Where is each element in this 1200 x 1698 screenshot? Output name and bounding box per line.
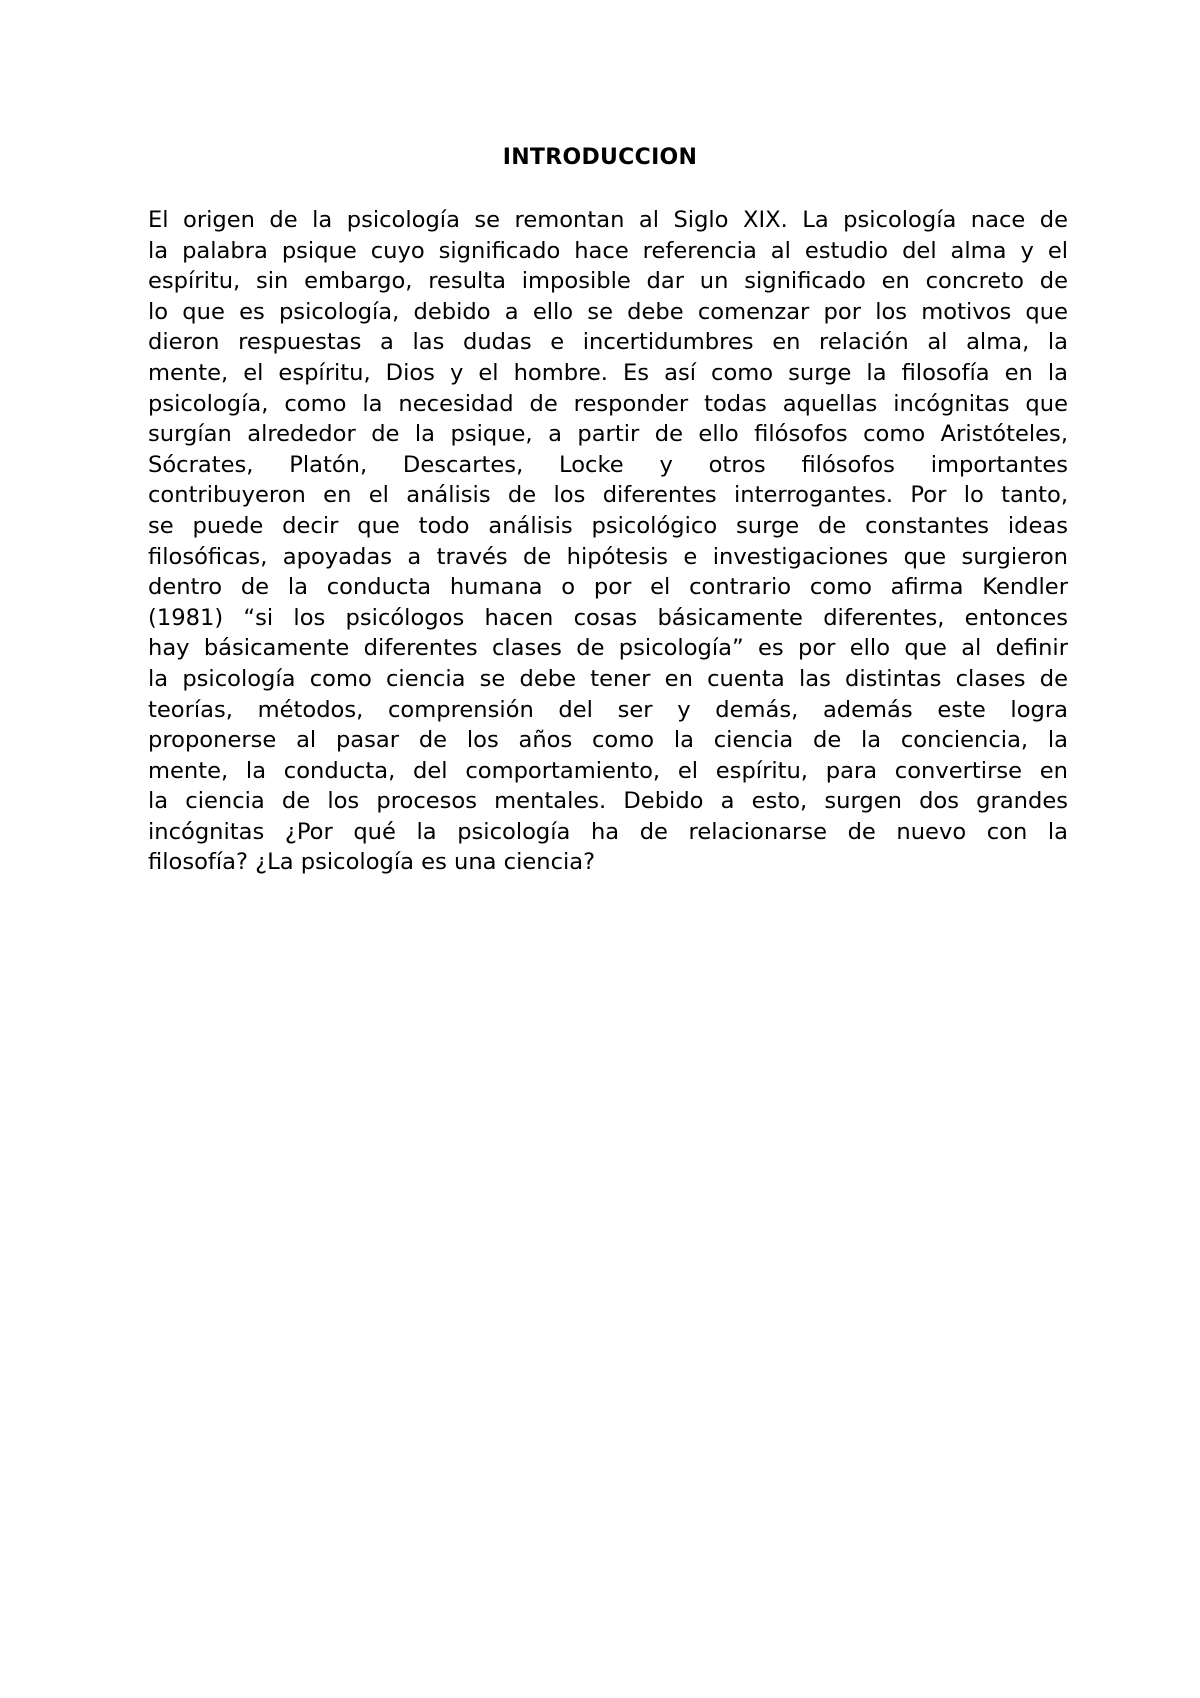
paragraph-line: dentro de la conducta humana o por el contrario como afirma Kendler [148,574,1068,601]
paragraph-line: la psicología como ciencia se debe tener en cuenta las distintas clases de [148,665,1068,692]
paragraph-line: contribuyeron en el análisis de los diferentes interrogantes. Por lo tanto, [148,482,1068,509]
document-title: INTRODUCCION [502,145,698,170]
paragraph-line: la ciencia de los procesos mentales. Debido a esto, surgen dos grandes [148,788,1068,815]
paragraph-line: psicología, como la necesidad de responder todas aquellas incógnitas que [148,390,1068,417]
paragraph-line: Sócrates, Platón, Descartes, Locke y otros filósofos importantes [148,451,1068,478]
paragraph-line: filosóficas, apoyadas a través de hipótesis e investigaciones que surgieron [148,543,1068,570]
paragraph-line: filosofía? ¿La psicología es una ciencia? [148,849,596,876]
paragraph-line: proponerse al pasar de los años como la ciencia de la conciencia, la [148,727,1068,754]
paragraph-line: la palabra psique cuyo significado hace referencia al estudio del alma y el [148,237,1068,264]
paragraph-line: espíritu, sin embargo, resulta imposible dar un significado en concreto de [148,268,1068,295]
body-paragraph [148,205,1068,878]
paragraph-line: se puede decir que todo análisis psicológico surge de constantes ideas [148,512,1068,539]
paragraph-line: lo que es psicología, debido a ello se debe comenzar por los motivos que [148,298,1068,325]
paragraph-line: (1981) “si los psicólogos hacen cosas básicamente diferentes, entonces [148,604,1068,631]
paragraph-line: surgían alrededor de la psique, a partir de ello filósofos como Aristóteles, [148,421,1068,448]
paragraph-line: teorías, métodos, comprensión del ser y demás, además este logra [148,696,1068,723]
paragraph-line: mente, la conducta, del comportamiento, el espíritu, para convertirse en [148,757,1068,784]
paragraph-line: incógnitas ¿Por qué la psicología ha de relacionarse de nuevo con la [148,818,1068,845]
paragraph-line: dieron respuestas a las dudas e incertidumbres en relación al alma, la [148,329,1068,356]
paragraph-line: El origen de la psicología se remontan al Siglo XIX. La psicología nace de [148,207,1068,233]
paragraph-line: hay básicamente diferentes clases de psicología” es por ello que al definir [148,635,1068,662]
paragraph-line: mente, el espíritu, Dios y el hombre. Es así como surge la filosofía en la [148,359,1068,386]
